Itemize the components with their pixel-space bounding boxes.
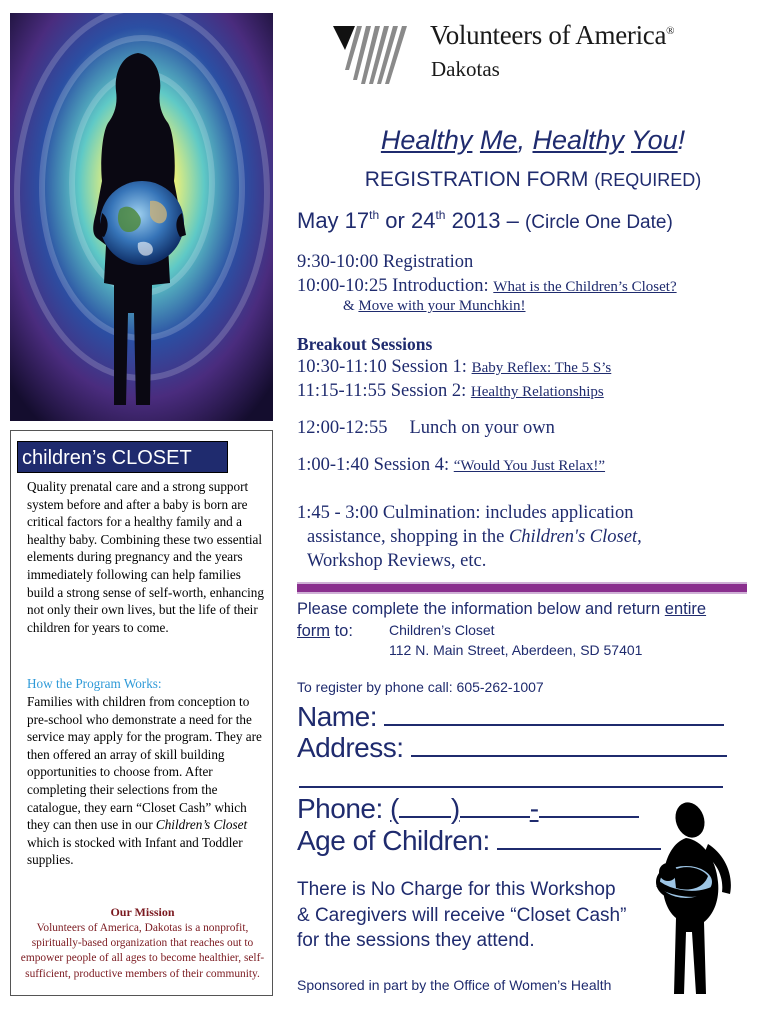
registered-mark: ®: [666, 25, 675, 37]
s2-time: 11:15-11:55 Session 2:: [297, 381, 471, 401]
form-title-required: (REQUIRED): [594, 170, 702, 190]
title-comma: ,: [517, 125, 525, 155]
date-sup2: th: [435, 208, 446, 222]
phone-registration: To register by phone call: 605-262-1007: [297, 679, 544, 695]
name-field: [297, 698, 724, 733]
return-address-line1: Children’s Closet: [389, 622, 495, 638]
return-address-line2: 112 N. Main Street, Aberdeen, SD 57401: [389, 642, 643, 658]
mission-title: Our Mission: [110, 905, 175, 919]
title-healthy-2: Healthy: [532, 125, 625, 155]
phone-field: [297, 790, 639, 825]
lunch-text: Lunch on your own: [409, 418, 555, 438]
lunch-time: 12:00-12:55: [297, 418, 388, 438]
phone-label: Phone:: [297, 793, 383, 824]
schedule-culmination-2: [307, 527, 642, 548]
voa-chevron-icon: [333, 20, 428, 86]
address-input-line2[interactable]: [299, 766, 723, 788]
intro-time: 10:00-10:25 Introduction:: [297, 276, 494, 296]
closet-intro: Quality prenatal care and a strong support system before and after a baby is born are critical factors for a healthy family and a healthy baby. Combining these two essential elements during pregnancy and the years immediately following can help families build a strong sense of self-worth, enhancing not only their own lives, but the life of their children for years to come.: [27, 479, 264, 635]
age-field: [297, 822, 661, 857]
title-you: You: [631, 125, 678, 155]
s4-link[interactable]: “Would You Just Relax!”: [453, 458, 606, 474]
divider-bar: [297, 582, 747, 594]
please-text: Please complete the information below and return: [297, 600, 665, 618]
address-label: Address:: [297, 732, 404, 763]
date-year: 2013 –: [445, 208, 525, 233]
no-charge-note: [297, 877, 626, 954]
schedule-culmination-1: 1:45 - 3:00 Culmination: includes application: [297, 503, 634, 523]
works-text: Families with children from conception to pre-school who demonstrate a need for the service may apply for the program. They are then offered an array of skill building opportunities to choose from. After completing their selections from the catalogue, they earn “Closet Cash” which they can then use in our: [27, 694, 262, 833]
return-instructions: [297, 598, 706, 642]
no-charge-line3: for the sessions they attend.: [297, 930, 535, 951]
no-charge-line2: & Caregivers will receive “Closet Cash”: [297, 904, 627, 926]
culm-italic: Children's Closet: [508, 527, 638, 547]
phone-line-input[interactable]: [539, 790, 639, 818]
schedule-move: [343, 298, 526, 315]
parent-holding-baby-icon: [646, 798, 746, 998]
schedule-introduction: [297, 276, 677, 297]
title-bang: !: [677, 125, 686, 155]
name-input[interactable]: [384, 698, 724, 726]
phone-prefix-input[interactable]: [460, 790, 530, 818]
date-sup1: th: [369, 208, 380, 222]
s2-link[interactable]: Healthy Relationships: [470, 384, 604, 400]
age-input[interactable]: [497, 822, 661, 850]
closet-heading: children’s CLOSET: [17, 441, 228, 473]
intro-link[interactable]: What is the Children’s Closet?: [493, 279, 677, 295]
form-title: [296, 168, 770, 192]
move-link[interactable]: Move with your Munchkin!: [358, 298, 526, 314]
org-name: [430, 20, 674, 51]
culm-comma: ,: [637, 527, 642, 547]
works-text-end: which is stocked with Infant and Toddler supplies.: [27, 834, 243, 868]
title-me: Me: [479, 125, 518, 155]
phone-area-input[interactable]: [399, 790, 451, 818]
org-subtitle: Dakotas: [431, 57, 500, 81]
phone-dash: -: [529, 793, 539, 824]
please-to: to:: [330, 622, 353, 640]
address-field: [297, 729, 727, 764]
schedule-lunch: [297, 418, 555, 439]
page-title: [296, 125, 770, 156]
date-circle-note: (Circle One Date): [524, 212, 673, 233]
s4-time: 1:00-1:40 Session 4:: [297, 455, 454, 475]
move-amp: &: [343, 298, 359, 314]
schedule-session4: [297, 455, 605, 476]
please-entire: entire: [664, 600, 707, 618]
date-24: or 24: [379, 208, 436, 233]
age-label: Age of Children:: [297, 825, 490, 856]
s1-link[interactable]: Baby Reflex: The 5 S’s: [471, 360, 612, 376]
no-charge-line1: There is No Charge for this Workshop: [297, 879, 616, 900]
date-may17: May 17: [297, 208, 370, 233]
phone-open-paren: (: [390, 793, 399, 824]
form-title-main: REGISTRATION FORM: [364, 168, 589, 191]
schedule-registration: 9:30-10:00 Registration: [297, 252, 474, 272]
works-italic: Children’s Closet: [155, 817, 248, 833]
schedule-culmination-3: Workshop Reviews, etc.: [307, 551, 487, 571]
schedule-session1: [297, 357, 611, 378]
program-works-title: How the Program Works:: [27, 676, 162, 691]
program-works-body: [27, 693, 267, 869]
org-name-text: Volunteers of America: [430, 20, 667, 50]
please-form: form: [297, 622, 330, 640]
date-options[interactable]: [297, 208, 673, 234]
address-input[interactable]: [411, 729, 727, 757]
mission-body: Volunteers of America, Dakotas is a nonprofit, spiritually-based organization that reaches out to empower people of all ages to become healthier, self-sufficient, productive members of their community.: [20, 922, 265, 980]
schedule-session2: [297, 381, 604, 402]
name-label: Name:: [297, 701, 377, 732]
sponsor-note: Sponsored in part by the Office of Women’s Health: [297, 977, 612, 993]
phone-close-paren: ): [450, 793, 460, 824]
breakout-title: Breakout Sessions: [297, 334, 433, 354]
title-healthy-1: Healthy: [380, 125, 473, 155]
s1-time: 10:30-11:10 Session 1:: [297, 357, 472, 377]
childrens-closet-panel: [10, 430, 273, 996]
pregnant-silhouette-photo: [10, 13, 273, 421]
culm-text: assistance, shopping in the: [307, 527, 509, 547]
